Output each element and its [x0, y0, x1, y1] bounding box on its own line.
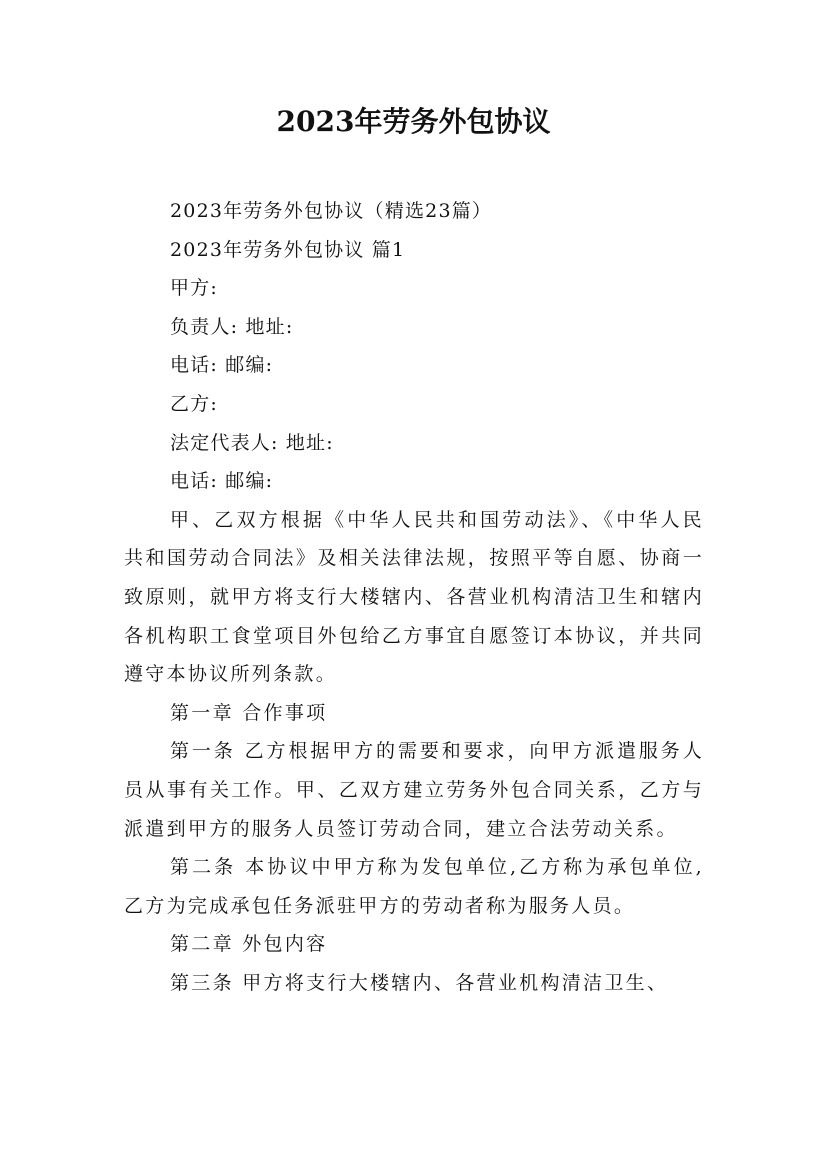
chapter-heading: 第二章 外包内容 — [170, 933, 328, 956]
preamble-paragraph: 甲、乙双方根据《中华人民共和国劳动法》、《中华人民共和国劳动合同法》及相关法律法规，按照平等自愿、协商一致原则，就甲方将支行大楼辖内、各营业机构清洁卫生和辖内各机构职工食堂项目外包给乙方事宜自愿签订本协议，并共同遵守本协议所列条款。 — [124, 508, 704, 686]
party-b-phone: 电话: 邮编: — [170, 470, 274, 493]
party-b-label: 乙方: — [170, 392, 219, 415]
party-a-label: 甲方: — [170, 277, 219, 300]
party-b-contact: 法定代表人: 地址: — [170, 431, 334, 454]
intro-line: 2023年劳务外包协议（精选23篇） — [170, 200, 493, 222]
article-paragraph: 第一条 乙方根据甲方的需要和要求，向甲方派遣服务人员从事有关工作。甲、乙双方建立劳务外包合同关系，乙方与派遣到甲方的服务人员签订劳动合同，建立合法劳动关系。 — [124, 740, 704, 840]
party-a-contact: 负责人: 地址: — [170, 315, 294, 338]
section-heading: 2023年劳务外包协议 篇1 — [170, 238, 406, 261]
article-paragraph: 第三条 甲方将支行大楼辖内、各营业机构清洁卫生、 — [170, 971, 669, 994]
party-a-phone: 电话: 邮编: — [170, 354, 274, 377]
document-title: 2023年劳务外包协议 — [276, 105, 551, 138]
chapter-heading: 第一章 合作事项 — [170, 701, 328, 724]
article-paragraph: 第二条 本协议中甲方称为发包单位,乙方称为承包单位,乙方为完成承包任务派驻甲方的劳动者称为服务人员。 — [124, 856, 704, 917]
document-body — [124, 192, 704, 1002]
